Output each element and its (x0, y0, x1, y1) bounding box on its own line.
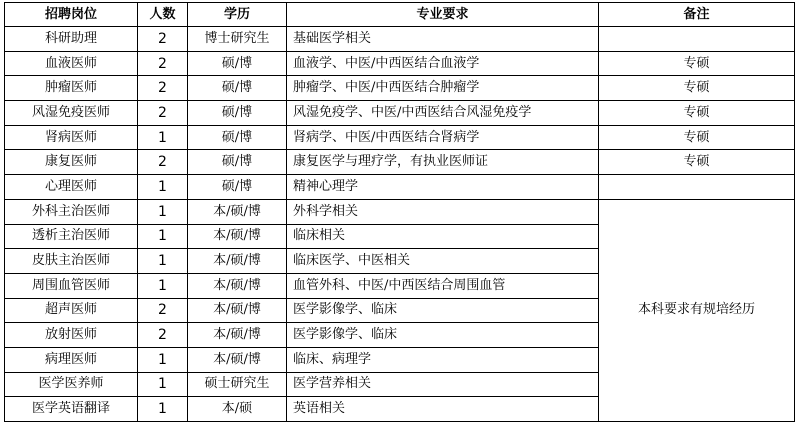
major-cell: 风湿免疫学、中医/中西医结合风湿免疫学 (287, 101, 599, 126)
major-cell: 临床相关 (287, 224, 599, 249)
count-cell: 1 (138, 224, 188, 249)
position-cell: 康复医师 (5, 150, 138, 175)
table-header-row (5, 3, 795, 27)
table-row (5, 199, 795, 224)
table-row (5, 27, 795, 52)
position-cell: 皮肤主治医师 (5, 249, 138, 274)
education-cell: 硕/博 (188, 51, 287, 76)
education-cell: 硕/博 (188, 175, 287, 200)
major-cell: 英语相关 (287, 397, 599, 422)
count-cell: 2 (138, 323, 188, 348)
education-cell: 本/硕/博 (188, 199, 287, 224)
education-cell: 硕/博 (188, 76, 287, 101)
header-position: 招聘岗位 (5, 3, 138, 27)
count-cell: 1 (138, 175, 188, 200)
position-cell: 肿瘤医师 (5, 76, 138, 101)
education-cell: 本/硕 (188, 397, 287, 422)
position-cell: 心理医师 (5, 175, 138, 200)
count-cell: 2 (138, 76, 188, 101)
count-cell: 2 (138, 298, 188, 323)
major-cell: 康复医学与理疗学，有执业医师证 (287, 150, 599, 175)
note-cell: 专硕 (599, 76, 795, 101)
major-cell: 医学营养相关 (287, 372, 599, 397)
note-cell: 专硕 (599, 101, 795, 126)
header-count: 人数 (138, 3, 188, 27)
position-cell: 周围血管医师 (5, 273, 138, 298)
count-cell: 1 (138, 372, 188, 397)
position-cell: 放射医师 (5, 323, 138, 348)
count-cell: 2 (138, 150, 188, 175)
major-cell: 基础医学相关 (287, 27, 599, 52)
position-cell: 透析主治医师 (5, 224, 138, 249)
position-cell: 外科主治医师 (5, 199, 138, 224)
position-cell: 血液医师 (5, 51, 138, 76)
count-cell: 1 (138, 125, 188, 150)
note-cell: 专硕 (599, 51, 795, 76)
education-cell: 本/硕/博 (188, 273, 287, 298)
education-cell: 本/硕/博 (188, 347, 287, 372)
major-cell: 医学影像学、临床 (287, 298, 599, 323)
major-cell: 精神心理学 (287, 175, 599, 200)
note-cell (599, 175, 795, 200)
note-cell: 专硕 (599, 125, 795, 150)
count-cell: 2 (138, 101, 188, 126)
table-row (5, 150, 795, 175)
major-cell: 临床、病理学 (287, 347, 599, 372)
header-major: 专业要求 (287, 3, 599, 27)
note-cell: 专硕 (599, 150, 795, 175)
position-cell: 病理医师 (5, 347, 138, 372)
table-row (5, 51, 795, 76)
recruitment-table (4, 2, 795, 422)
count-cell: 2 (138, 27, 188, 52)
education-cell: 本/硕/博 (188, 249, 287, 274)
education-cell: 硕/博 (188, 150, 287, 175)
major-cell: 医学影像学、临床 (287, 323, 599, 348)
position-cell: 风湿免疫医师 (5, 101, 138, 126)
major-cell: 肿瘤学、中医/中西医结合肿瘤学 (287, 76, 599, 101)
table-row (5, 175, 795, 200)
count-cell: 1 (138, 273, 188, 298)
major-cell: 肾病学、中医/中西医结合肾病学 (287, 125, 599, 150)
education-cell: 本/硕/博 (188, 298, 287, 323)
header-note: 备注 (599, 3, 795, 27)
table-row (5, 125, 795, 150)
position-cell: 医学医养师 (5, 372, 138, 397)
table-row (5, 76, 795, 101)
position-cell: 超声医师 (5, 298, 138, 323)
major-cell: 血液学、中医/中西医结合血液学 (287, 51, 599, 76)
education-cell: 本/硕/博 (188, 323, 287, 348)
major-cell: 临床医学、中医相关 (287, 249, 599, 274)
position-cell: 肾病医师 (5, 125, 138, 150)
count-cell: 1 (138, 249, 188, 274)
note-cell (599, 27, 795, 52)
count-cell: 1 (138, 199, 188, 224)
count-cell: 1 (138, 347, 188, 372)
education-cell: 博士研究生 (188, 27, 287, 52)
major-cell: 血管外科、中医/中西医结合周围血管 (287, 273, 599, 298)
header-education: 学历 (188, 3, 287, 27)
count-cell: 2 (138, 51, 188, 76)
merged-note-cell: 本科要求有规培经历 (599, 199, 795, 421)
education-cell: 硕士研究生 (188, 372, 287, 397)
position-cell: 医学英语翻译 (5, 397, 138, 422)
table-row (5, 101, 795, 126)
major-cell: 外科学相关 (287, 199, 599, 224)
education-cell: 硕/博 (188, 125, 287, 150)
count-cell: 1 (138, 397, 188, 422)
education-cell: 硕/博 (188, 101, 287, 126)
education-cell: 本/硕/博 (188, 224, 287, 249)
position-cell: 科研助理 (5, 27, 138, 52)
